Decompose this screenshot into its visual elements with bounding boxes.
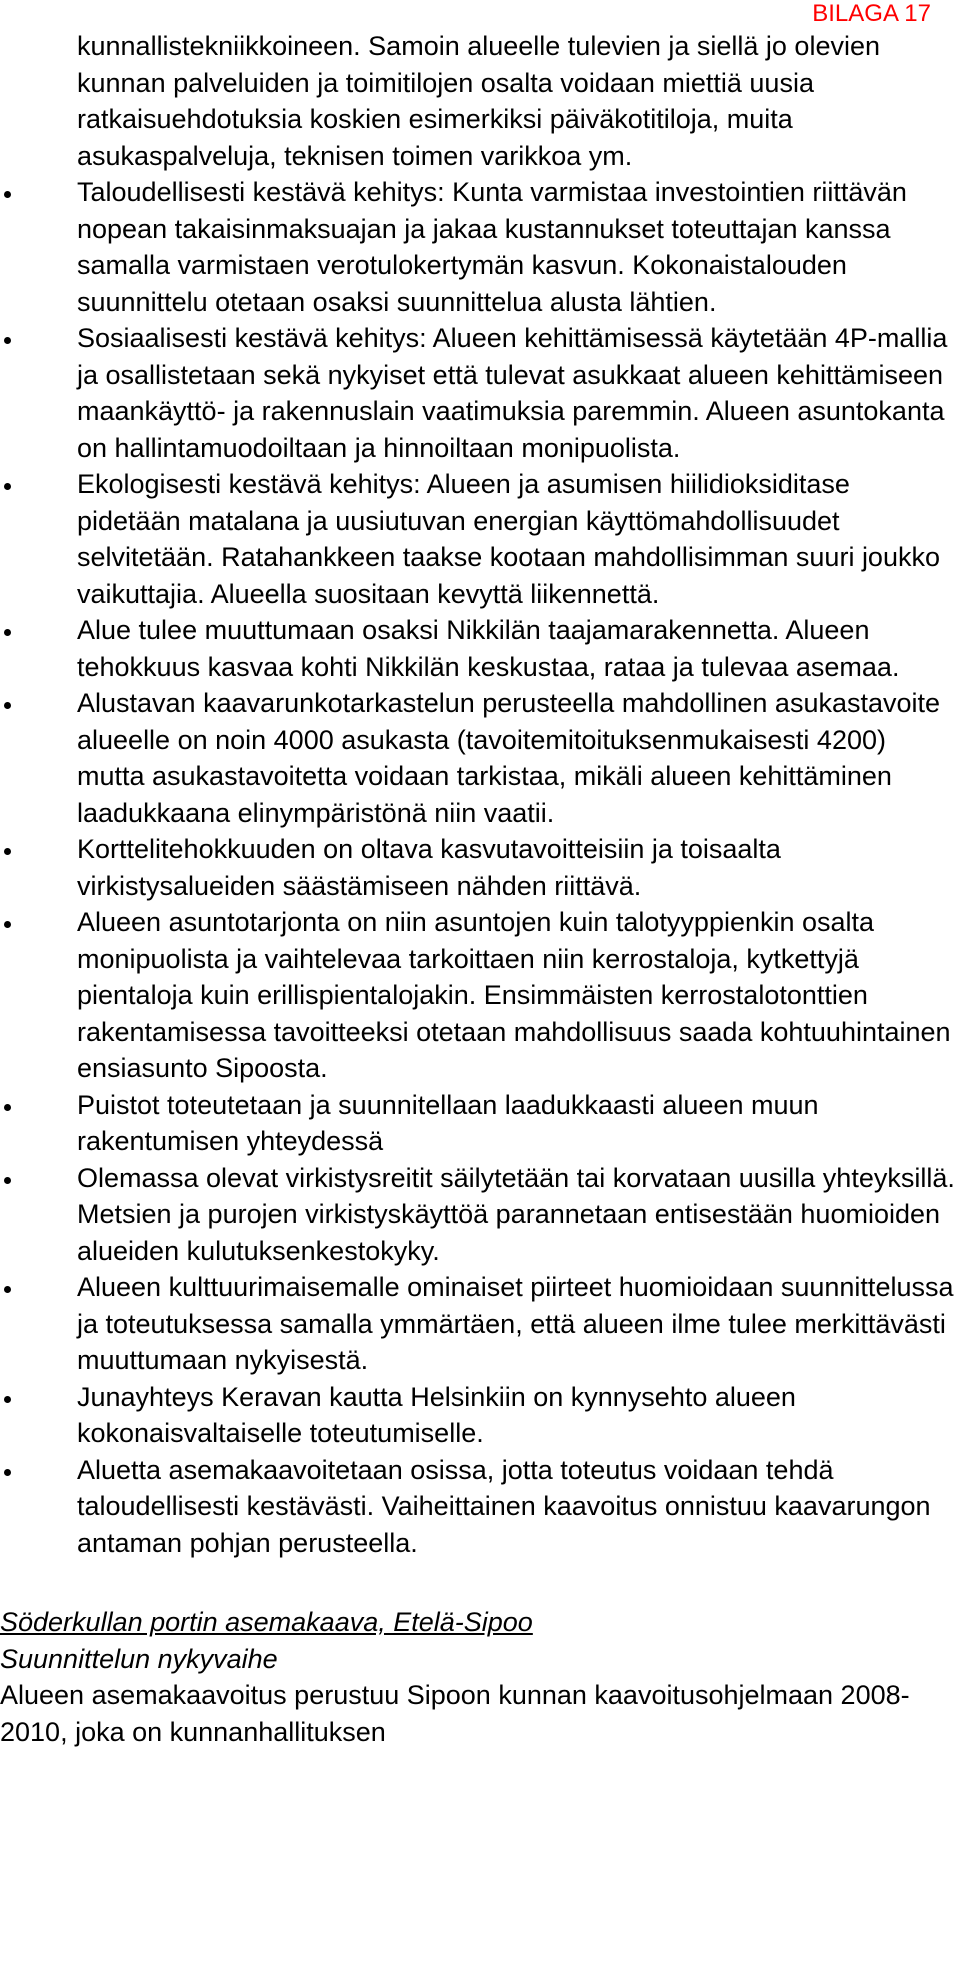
bullet-icon (4, 191, 11, 198)
section-body: Alueen asemakaavoitus perustuu Sipoon kunnan kaavoitusohjelmaan 2008-2010, joka on kunnanhallituksen (0, 1680, 910, 1747)
list-item (0, 904, 960, 1087)
bullet-icon (4, 1469, 11, 1476)
list-item-text: Alueen asuntotarjonta on niin asuntojen kuin talotyyppienkin osalta monipuolista ja vaihtelevaa tarkoittaen niin kerrostaloja, kytkettyjä pientaloja kuin erillispientalojakin. Ensimmäisten kerrostalotonttien rakentamisessa tavoitteeksi otetaan mahdollisuus saada kohtuuhintainen ensiasunto Sipoosta. (77, 907, 951, 1083)
list-item-text: Sosiaalisesti kestävä kehitys: Alueen kehittämisessä käytetään 4P-mallia ja osallistetaan sekä nykyiset että tulevat asukkaat alueen kehittämiseen maankäyttö- ja rakennuslain vaatimuksia paremmin. Alueen asuntokanta on hallintamuodoiltaan ja hinnoiltaan monipuolista. (77, 323, 948, 463)
annex-label: BILAGA 17 (812, 0, 931, 27)
intro-paragraph: kunnallistekniikkoineen. Samoin alueelle tulevien ja siellä jo olevien kunnan palveluiden ja toimitilojen osalta voidaan miettiä uusia ratkaisuehdotuksia koskien esimerkiksi päiväkotitiloja, muita asukaspalveluja, teknisen toimen varikkoa ym. (77, 31, 880, 171)
list-item (0, 1269, 960, 1379)
list-item-text: Junayhteys Keravan kautta Helsinkiin on kynnysehto alueen kokonaisvaltaiselle toteutumiselle. (77, 1381, 796, 1448)
bullet-icon (4, 1177, 11, 1184)
list-item (0, 1452, 960, 1562)
list-item-text: Alustavan kaavarunkotarkastelun perusteella mahdollinen asukastavoite alueelle on noin 4000 asukasta (tavoitemitoituksenmukaisesti 4200) mutta asukastavoitetta voidaan tarkistaa, mikäli alueen kehittäminen laadukkaana elinympäristönä niin vaatii. (77, 688, 941, 828)
document-body (0, 28, 960, 1750)
section-subtitle: Suunnittelun nykyvaihe (0, 1643, 278, 1674)
bullet-icon (4, 702, 11, 709)
bullet-icon (4, 1286, 11, 1293)
list-item (0, 685, 960, 831)
bullet-icon (4, 337, 11, 344)
bullet-icon (4, 1396, 11, 1403)
list-item (0, 174, 960, 320)
list-item (0, 466, 960, 612)
list-item (0, 1160, 960, 1270)
list-item-text: Korttelitehokkuuden on oltava kasvutavoitteisiin ja toisaalta virkistysalueiden säästämiseen nähden riittävä. (77, 834, 781, 901)
bullet-icon (4, 921, 11, 928)
list-item (0, 1379, 960, 1452)
list-item (0, 612, 960, 685)
bullet-icon (4, 629, 11, 636)
list-item-text: Aluetta asemakaavoitetaan osissa, jotta toteutus voidaan tehdä taloudellisesti kestävästi. Vaiheittainen kaavoitus onnistuu kaavarungon antaman pohjan perusteella. (77, 1454, 931, 1558)
list-item-text: Taloudellisesti kestävä kehitys: Kunta varmistaa investointien riittävän nopean takaisinmaksuajan ja jakaa kustannukset toteuttajan kanssa samalla varmistaen verotulokertymän kasvun. Kokonaistalouden suunnittelu otetaan osaksi suunnittelua alusta lähtien. (77, 177, 907, 317)
list-item (0, 831, 960, 904)
list-item-text: Puistot toteutetaan ja suunnitellaan laadukkaasti alueen muun rakentumisen yhteydessä (77, 1089, 819, 1156)
bullet-icon (4, 1104, 11, 1111)
list-item-text: Olemassa olevat virkistysreitit säilytetään tai korvataan uusilla yhteyksillä. Metsien ja purojen virkistyskäyttöä parannetaan entisestään huomioiden alueiden kulutuksenkestokyky. (77, 1162, 955, 1266)
bullet-icon (4, 483, 11, 490)
bullet-icon (4, 848, 11, 855)
list-item-text: Alueen kulttuurimaisemalle ominaiset piirteet huomioidaan suunnittelussa ja toteutuksessa samalla ymmärtäen, että alueen ilme tulee merkittävästi muuttumaan nykyisestä. (77, 1272, 954, 1375)
section-title: Söderkullan portin asemakaava, Etelä-Sipoo (0, 1607, 533, 1637)
section-block (0, 1604, 960, 1750)
list-item (0, 320, 960, 466)
list-item (0, 1087, 960, 1160)
list-item-text: Alue tulee muuttumaan osaksi Nikkilän taajamarakennetta. Alueen tehokkuus kasvaa kohti Nikkilän keskustaa, rataa ja tulevaa asemaa. (77, 615, 900, 682)
list-item-text: Ekologisesti kestävä kehitys: Alueen ja asumisen hiilidioksiditase pidetään matalana ja uusiutuvan energian käyttömahdollisuudet selvitetään. Ratahankkeen taakse kootaan mahdollisimman suuri joukko vaikuttajia. Alueella suositaan kevyttä liikennettä. (77, 469, 940, 609)
bullet-list (0, 174, 960, 1561)
